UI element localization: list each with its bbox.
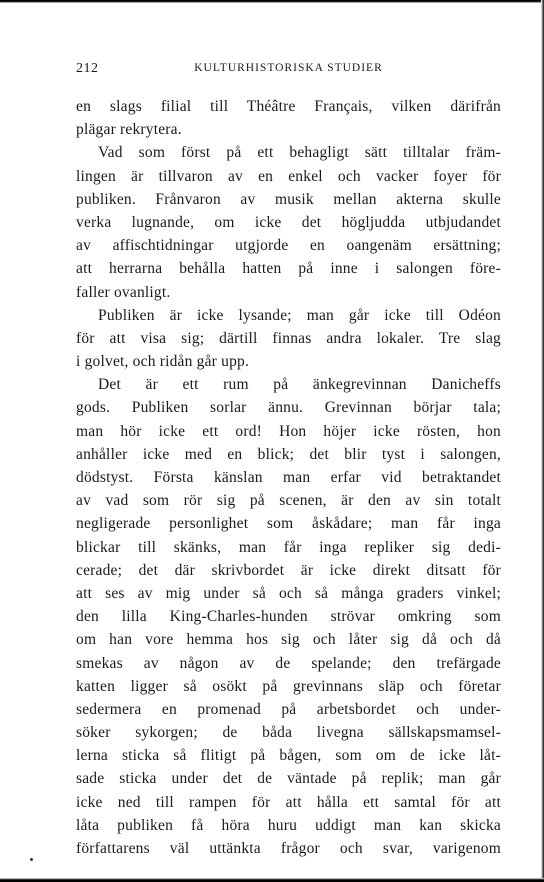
text-line: cerade; det där skrivbordet är icke direkt ditsatt för [76, 561, 501, 579]
text-line: av affischtidningar utgjorde en oangenäm ersättning; [76, 237, 501, 255]
text-line: plägar rekrytera. [76, 121, 182, 139]
text-line: icke ned till rampen för att hålla ett samtal för att [76, 793, 501, 811]
text-line: publiken. Frånvaron av musik mellan akterna skulle [76, 190, 501, 208]
text-line: sedermera en promenad på arbetsbordet och under- [76, 700, 501, 718]
text-line: gods. Publiken sorlar ännu. Grevinnan börjar tala; [76, 399, 501, 417]
text-line: söker sykorgen; de båda livegna sällskapsmamsel- [76, 724, 501, 742]
text-line: att herrarna behålla hatten på inne i salongen före- [76, 260, 501, 278]
text-line: av vad som rör sig på scenen, är den av sin totalt [76, 492, 501, 510]
text-line: om han vore hemma hos sig och låter sig då och då [76, 631, 501, 649]
text-line: den lilla King-Charles-hunden strövar omkring som [76, 608, 501, 626]
text-line: anhåller icke med en blick; det blir tyst i salongen, [76, 445, 501, 463]
text-line: blickar till skänks, man får inga repliker sig dedi- [76, 538, 501, 556]
print-speck [30, 858, 33, 861]
text-line: faller ovanligt. [76, 283, 171, 301]
text-line: en slags filial till Théâtre Français, vilken därifrån [76, 98, 501, 115]
page-number: 212 [76, 61, 99, 76]
text-line: författarens väl uttänkta frågor och svar, varigenom [76, 840, 501, 857]
page-header [76, 61, 501, 81]
page-top-edge [0, 0, 544, 3]
page-bottom-edge [0, 878, 544, 882]
text-line: negligerade personlighet som åskådare; man får inga [76, 515, 501, 533]
text-line: man hör icke ett ord! Hon höjer icke rösten, hon [76, 422, 501, 440]
text-line: Publiken är icke lysande; man går icke till Odéon [98, 306, 501, 324]
text-line: Vad som först på ett behagligt sätt tilltalar främ- [98, 144, 501, 162]
body-text [76, 95, 501, 860]
text-line: lingen är tillvaron av en enkel och vacker foyer för [76, 167, 501, 185]
text-line: lerna sticka så flitigt på bågen, som om de icke låt- [76, 747, 501, 765]
text-line: verka lugnande, om icke det högljudda utbjudandet [76, 213, 501, 231]
text-line: att ses av mig under så och så många graders vinkel; [76, 584, 501, 602]
text-line: dödstyst. Första känslan man erfar vid betraktandet [76, 469, 501, 486]
text-line: för att visa sig; därtill finnas andra lokaler. Tre slag [76, 329, 501, 347]
text-line: smekas av någon av de spelande; den trefärgade [76, 654, 501, 672]
text-line: katten ligger så osökt på grevinnans släp och företar [76, 677, 501, 695]
text-line: sade sticka under det de väntade på replik; man går [76, 770, 501, 788]
text-line: i golvet, och ridån går upp. [76, 353, 250, 371]
running-title: KULTURHISTORISKA STUDIER [194, 62, 383, 74]
text-line: Det är ett rum på änkegrevinnan Danicheffs [98, 376, 501, 394]
text-line: låta publiken få höra huru uddigt man kan skicka [76, 816, 501, 834]
